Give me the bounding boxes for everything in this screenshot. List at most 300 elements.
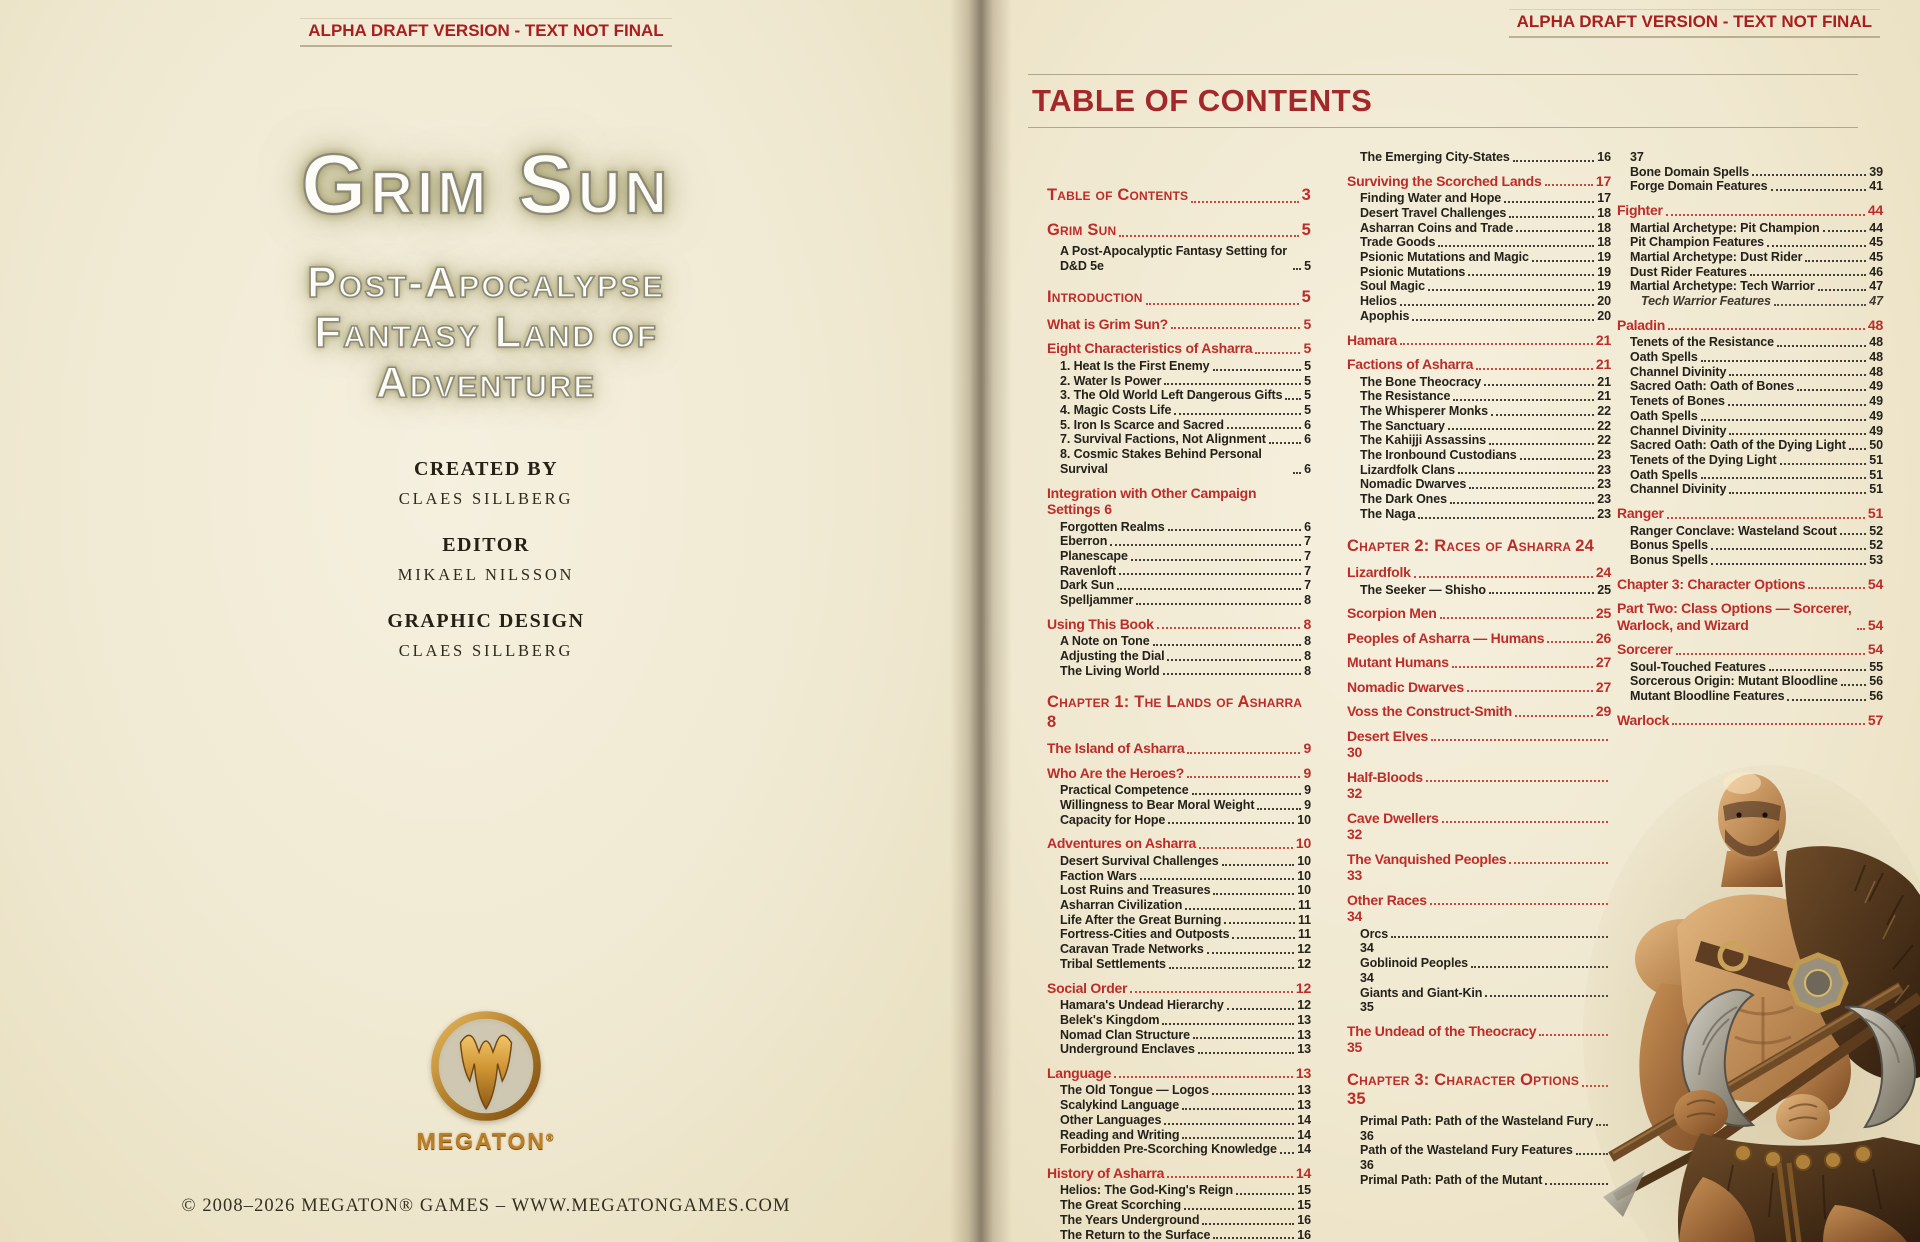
book-subtitle [0,258,972,408]
toc-page-number: 5 [1304,373,1311,388]
toc-page-number: 49 [1869,394,1883,409]
toc-dot-leader [1136,603,1301,605]
toc-dot-leader [1468,274,1594,276]
toc-dot-leader [1428,289,1594,291]
toc-dot-leader [1119,235,1298,237]
toc-dot-leader [1224,922,1295,924]
toc-page-number: 13 [1297,1083,1311,1098]
toc-page-number: 18 [1597,235,1611,250]
toc-entry-line [1630,394,1883,409]
toc-entry-label: Ranger [1617,505,1664,522]
toc-entry-label: Oath Spells [1630,350,1698,365]
toc-dot-leader [1164,383,1301,385]
toc-entry-label: Sorcerous Origin: Mutant Bloodline [1630,674,1838,689]
toc-entry [1347,419,1611,434]
toc-entry-line [1630,250,1883,265]
toc-entry-line [1060,1198,1311,1213]
toc-dot-leader [1532,260,1594,262]
toc-dot-leader [1202,1223,1294,1225]
toc-page-number: 12 [1297,998,1311,1013]
toc-page-number: 29 [1595,703,1611,720]
toc-dot-leader [1168,529,1301,531]
toc-entry [1047,854,1311,869]
toc-page-number: 32 [1347,785,1363,802]
toc-entry-line [1060,649,1311,664]
toc-entry [1047,1128,1311,1143]
toc-entry-line [1630,482,1883,497]
toc-entry-label: The Whisperer Monks [1360,403,1488,418]
megaton-logo [0,1008,972,1155]
toc-entry-line [1617,712,1883,729]
toc-entry-label: Other Races [1347,891,1427,908]
toc-entry-line [1047,221,1311,241]
toc-entry-line [1347,892,1611,909]
toc-entry-line [1630,350,1883,365]
toc-dot-leader [1182,1137,1294,1139]
toc-entry-label: The Dark Ones [1360,492,1447,507]
toc-entry [1347,265,1611,280]
toc-entry [1347,892,1611,925]
toc-entry-line [1347,356,1611,373]
toc-page-number: 18 [1597,205,1611,220]
toc-entry-line [1060,359,1311,374]
toc-dot-leader [1431,739,1608,741]
registered-mark: ® [546,1132,556,1144]
toc-entry-line [1060,813,1311,828]
toc-dot-leader [1157,627,1301,629]
toc-entry-label: Bonus Spells [1630,538,1708,553]
toc-entry-label: The Island of Asharra [1047,740,1185,757]
toc-dot-leader [1729,433,1866,435]
toc-dot-leader [1400,304,1594,306]
toc-dot-leader [1164,1123,1294,1125]
toc-page-number: 32 [1347,826,1363,843]
toc-entry-line [1617,641,1883,658]
toc-dot-leader [1489,592,1594,594]
toc-page-number: 10 [1297,853,1311,868]
toc-dot-leader [1285,398,1301,400]
toc-page-number: 7 [1304,578,1311,593]
toc-dot-leader [1119,573,1301,575]
toc-entry [1347,1071,1611,1110]
toc-entry [1047,1098,1311,1113]
toc-page-number: 48 [1869,364,1883,379]
toc-entry-line [1047,288,1311,308]
toc-page-number: 11 [1297,912,1311,927]
toc-page-number: 6 [1304,519,1311,534]
toc-entry-label: The Kahijji Assassins [1360,433,1486,448]
toc-entry [1047,664,1311,679]
toc-entry-line [1047,186,1311,206]
toc-page-number: 47 [1869,294,1883,309]
toc-entry-label: Who Are the Heroes? [1047,764,1185,781]
toc-entry-line [1047,740,1311,757]
toc-dot-leader [1515,715,1593,717]
toc-page-number: 52 [1869,523,1883,538]
toc-dot-leader [1414,576,1593,578]
toc-page-number: 8 [1304,648,1311,663]
toc-entry-line [1047,340,1311,357]
toc-entry-line [1630,179,1883,194]
toc-dot-leader [1545,184,1593,186]
toc-page-number: 24 [1575,536,1594,555]
toc-entry-label: Mutant Humans [1347,654,1449,671]
toc-page-number: 14 [1297,1127,1311,1142]
toc-entry-label: Sorcerer [1617,641,1673,658]
toc-dot-leader [1509,216,1594,218]
toc-dot-leader [1458,472,1594,474]
toc-entry-label: Dust Rider Features [1630,264,1747,279]
toc-entry-line [1630,365,1883,380]
toc-entry-line [1060,1028,1311,1043]
toc-dot-leader [1255,352,1300,354]
toc-entry-line [1360,250,1611,265]
toc-entry-line [1630,453,1883,468]
toc-entry [1347,250,1611,265]
toc-dot-leader [1666,214,1865,216]
toc-dot-leader [1823,230,1867,232]
toc-page-number: 5 [1303,340,1311,357]
toc-dot-leader [1418,517,1594,519]
toc-entry [1617,438,1883,453]
toc-page-number: 6 [1104,501,1112,518]
toc-entry-label: Lizardfolk Clans [1360,462,1455,477]
toc-entry [1047,1165,1311,1182]
toc-entry-line [1060,244,1311,273]
toc-dot-leader [1207,952,1295,954]
toc-entry-line [1360,419,1611,434]
toc-entry [1617,453,1883,468]
toc-entry-line [1060,1128,1311,1143]
toc-page-number: 7 [1304,563,1311,578]
toc-entry [1617,505,1883,522]
toc-page-number: 57 [1867,711,1883,728]
toc-entry [1347,1143,1611,1172]
toc-entry-label: 3. The Old World Left Dangerous Gifts [1060,388,1283,403]
toc-dot-leader [1293,472,1301,474]
toc-entry-label: Other Languages [1060,1112,1162,1127]
toc-entry-label: Scorpion Men [1347,605,1437,622]
toc-dot-leader [1187,776,1300,778]
toc-dot-leader [1391,936,1608,938]
toc-entry-label: Channel Divinity [1630,482,1727,497]
toc-page-number: 5 [1301,288,1311,307]
toc-entry [1347,728,1611,761]
toc-entry-label: The Naga [1360,506,1416,521]
toc-entry-label: Half-Bloods [1347,768,1423,785]
toc-page-number: 5 [1304,403,1311,418]
alpha-notice-left: ALPHA DRAFT VERSION - TEXT NOT FINAL [300,18,671,47]
toc-entry-label: Goblinoid Peoples [1360,956,1469,971]
toc-page-number: 22 [1597,433,1611,448]
toc-dot-leader [1774,304,1866,306]
toc-entry-label: Desert Travel Challenges [1360,205,1507,220]
toc-page-number: 19 [1597,279,1611,294]
toc-entry-line [1630,379,1883,394]
toc-dot-leader [1752,174,1866,176]
toc-entry [1347,448,1611,463]
book-title: Grim Sun [300,137,672,231]
toc-entry-label: The Years Underground [1060,1212,1200,1227]
toc-entry-line [1060,998,1311,1013]
toc-rule-top [1028,74,1858,75]
toc-entry-line [1060,854,1311,869]
toc-dot-leader [1187,752,1300,754]
toc-entry [1047,783,1311,798]
toc-entry-label: Hamara's Undead Hierarchy [1060,998,1224,1013]
toc-page-number: 10 [1297,812,1311,827]
toc-entry [1617,689,1883,704]
toc-page-number: 13 [1297,1012,1311,1027]
toc-entry-label: 5. Iron Is Scarce and Sacred [1060,417,1224,432]
toc-entry-label: Martial Archetype: Tech Warrior [1630,279,1815,294]
toc-entry [1047,693,1311,732]
toc-page-number: 6 [1304,461,1311,476]
toc-entry [1347,769,1611,802]
toc-dot-leader [1185,908,1295,910]
toc-page-number: 30 [1347,744,1363,761]
toc-entry [1047,913,1311,928]
toc-entry-label: Lost Ruins and Treasures [1060,883,1211,898]
toc-entry [1617,365,1883,380]
toc-entry-line [1617,202,1883,219]
toc-entry-line [1060,432,1311,447]
toc-entry-line [1060,418,1311,433]
toc-entry-label: Tribal Settlements [1060,956,1166,971]
toc-entry-line [1060,869,1311,884]
toc-page-number: 23 [1597,462,1611,477]
toc-entry-label: Desert Elves [1347,727,1429,744]
toc-dot-leader [1168,822,1294,824]
toc-dot-leader [1491,414,1594,416]
toc-entry-line [1060,534,1311,549]
toc-page-number: 52 [1869,538,1883,553]
toc-entry [1047,1083,1311,1098]
toc-page-number: 56 [1869,689,1883,704]
toc-entry-label: Reading and Writing [1060,1127,1180,1142]
toc-entry [1617,179,1883,194]
toc-column-3 [1617,150,1883,730]
toc-entry-label: Factions of Asharra [1347,356,1474,373]
toc-entry-label: Caravan Trade Networks [1060,942,1204,957]
toc-entry-line [1047,765,1311,782]
toc-page-number: 49 [1869,423,1883,438]
toc-entry [1047,927,1311,942]
toc-entry-line [1630,689,1883,704]
toc-entry-line [1060,1098,1311,1113]
toc-entry-label: Asharran Coins and Trade [1360,220,1514,235]
toc-entry-line [1617,505,1883,522]
toc-dot-leader [1227,427,1301,429]
toc-entry-label: Introduction [1047,288,1143,307]
toc-entry [1617,335,1883,350]
toc-entry-label: Voss the Construct-Smith [1347,703,1512,720]
toc-entry-line [1060,403,1311,418]
toc-page-number: 49 [1869,379,1883,394]
toc-entry-line [1641,294,1883,309]
toc-page-number: 35 [1347,1090,1366,1109]
toc-entry [1047,340,1311,357]
toc-entry-label: Lizardfolk [1347,564,1411,581]
toc-page-number: 36 [1360,1128,1374,1143]
toc-entry [1617,165,1883,180]
toc-dot-leader [1504,201,1594,203]
toc-page-number: 21 [1597,389,1611,404]
toc-entry [1347,630,1611,647]
toc-dot-leader [1711,563,1866,565]
toc-page-number: 47 [1869,279,1883,294]
toc-dot-leader [1841,684,1867,686]
toc-dot-leader [1412,319,1594,321]
toc-entry [1347,564,1611,581]
toc-entry [1347,605,1611,622]
toc-page-number: 12 [1297,956,1311,971]
toc-entry-line [1347,728,1611,745]
toc-dot-leader [1450,502,1594,504]
toc-page-number: 16 [1297,1227,1311,1242]
toc-dot-leader [1520,458,1595,460]
toc-entry-label: Chapter 3: Character Options [1347,1070,1580,1089]
toc-entry [1617,202,1883,219]
toc-entry-line [1060,1083,1311,1098]
toc-entry-line [1360,279,1611,294]
toc-page-number: 20 [1597,294,1611,309]
toc-dot-leader [1162,1023,1294,1025]
toc-entry-line [1060,520,1311,535]
toc-entry-line [1347,703,1611,720]
toc-entry-label: Practical Competence [1060,783,1189,798]
toc-entry [1347,956,1611,985]
toc-entry-line [1360,265,1611,280]
toc-dot-leader [1701,360,1867,362]
toc-entry-line [1060,927,1311,942]
toc-entry-line [1060,1228,1311,1242]
toc-dot-leader [1849,448,1866,450]
toc-entry-line [1617,317,1883,334]
toc-page-number: 46 [1869,264,1883,279]
toc-page-number: 51 [1869,482,1883,497]
toc-page-number: 35 [1360,1000,1374,1015]
toc-entry [1617,424,1883,439]
toc-page-number: 35 [1347,1039,1363,1056]
toc-page-number: 48 [1869,350,1883,365]
toc-entry-line [1360,150,1611,165]
toc-entry-label: Pit Champion Features [1630,235,1765,250]
toc-entry-label: The Undead of the Theocracy [1347,1022,1537,1039]
toc-page-number: 27 [1595,678,1611,695]
toc-dot-leader [1857,628,1865,630]
toc-dot-leader [1769,669,1866,671]
toc-entry-label: The Bone Theocracy [1360,374,1482,389]
toc-entry [1047,549,1311,564]
toc-entry [1617,150,1883,165]
toc-entry-line [1630,524,1883,539]
toc-page-number: 14 [1297,1112,1311,1127]
toc-page-number: 48 [1869,335,1883,350]
toc-page-number: 8 [1304,593,1311,608]
toc-entry [1047,1113,1311,1128]
toc-entry [1347,679,1611,696]
alpha-notice-left-wrap [0,18,972,47]
toc-page-number: 44 [1867,202,1883,219]
toc-dot-leader [1213,1237,1294,1239]
toc-entry-line [1060,1113,1311,1128]
toc-entry-label: Language [1047,1064,1112,1081]
toc-entry-line [1060,942,1311,957]
toc-page-number: 6 [1304,417,1311,432]
toc-entry [1347,173,1611,190]
toc-entry [1047,1228,1311,1242]
toc-page-number: 19 [1597,264,1611,279]
toc-entry [1617,712,1883,729]
toc-dot-leader [1780,463,1867,465]
toc-entry-label: Social Order [1047,979,1128,996]
toc-entry-line [1360,221,1611,236]
toc-entry [1617,350,1883,365]
credits-block [0,458,972,686]
toc-entry [1617,379,1883,394]
toc-entry-label: Integration with Other Campaign Settings [1047,484,1257,518]
toc-page-number: 9 [1304,783,1311,798]
toc-page-number: 19 [1597,250,1611,265]
toc-entry-label: 8. Cosmic Stakes Behind Personal Survival [1060,447,1262,476]
toc-entry-line [1360,206,1611,221]
toc-entry-label: Table of Contents [1047,186,1189,204]
toc-page-number: 5 [1304,358,1311,373]
toc-entry-label: The Great Scorching [1060,1198,1182,1213]
toc-dot-leader [1489,443,1594,445]
toc-entry [1047,221,1311,241]
toc-entry-label: Tenets of the Dying Light [1630,452,1777,467]
toc-entry-label: Helios: The God-King's Reign [1060,1183,1234,1198]
toc-dot-leader [1513,160,1595,162]
toc-entry-line [1347,769,1611,786]
toc-entry [1347,927,1611,956]
toc-entry-line [1360,507,1611,522]
toc-entry-label: Adjusting the Dial [1060,648,1165,663]
toc-page-number: 14 [1295,1164,1311,1181]
toc-dot-leader [1728,404,1866,406]
toc-entry-label: Psionic Mutations and Magic [1360,250,1529,265]
toc-entry-label: Channel Divinity [1630,423,1727,438]
toc-page-number: 17 [1597,191,1611,206]
toc-entry-line [1630,221,1883,236]
toc-entry [1617,250,1883,265]
toc-entry-label: Nomadic Dwarves [1347,678,1464,695]
toc-page-number: 3 [1301,186,1311,204]
toc-dot-leader [1236,1193,1294,1195]
toc-entry-line [1630,674,1883,689]
toc-entry-label: The Return to the Surface [1060,1227,1211,1242]
toc-entry-label: Eberron [1060,534,1108,549]
toc-dot-leader [1146,303,1299,305]
toc-entry [1047,740,1311,757]
toc-dot-leader [1280,1152,1294,1154]
toc-page-number: 5 [1304,258,1311,273]
toc-entry-label: Asharran Civilization [1060,898,1183,913]
toc-dot-leader [1169,967,1294,969]
toc-page-number: 20 [1597,308,1611,323]
credit-name: CLAES SILLBERG [398,489,574,508]
toc-dot-leader [1805,260,1866,262]
toc-entry-line [1360,309,1611,324]
toc-page-number: 25 [1597,582,1611,597]
toc-dot-leader [1701,477,1867,479]
toc-column-1 [1047,186,1311,1242]
toc-entry [1617,265,1883,280]
toc-entry [1347,206,1611,221]
toc-dot-leader [1222,864,1295,866]
